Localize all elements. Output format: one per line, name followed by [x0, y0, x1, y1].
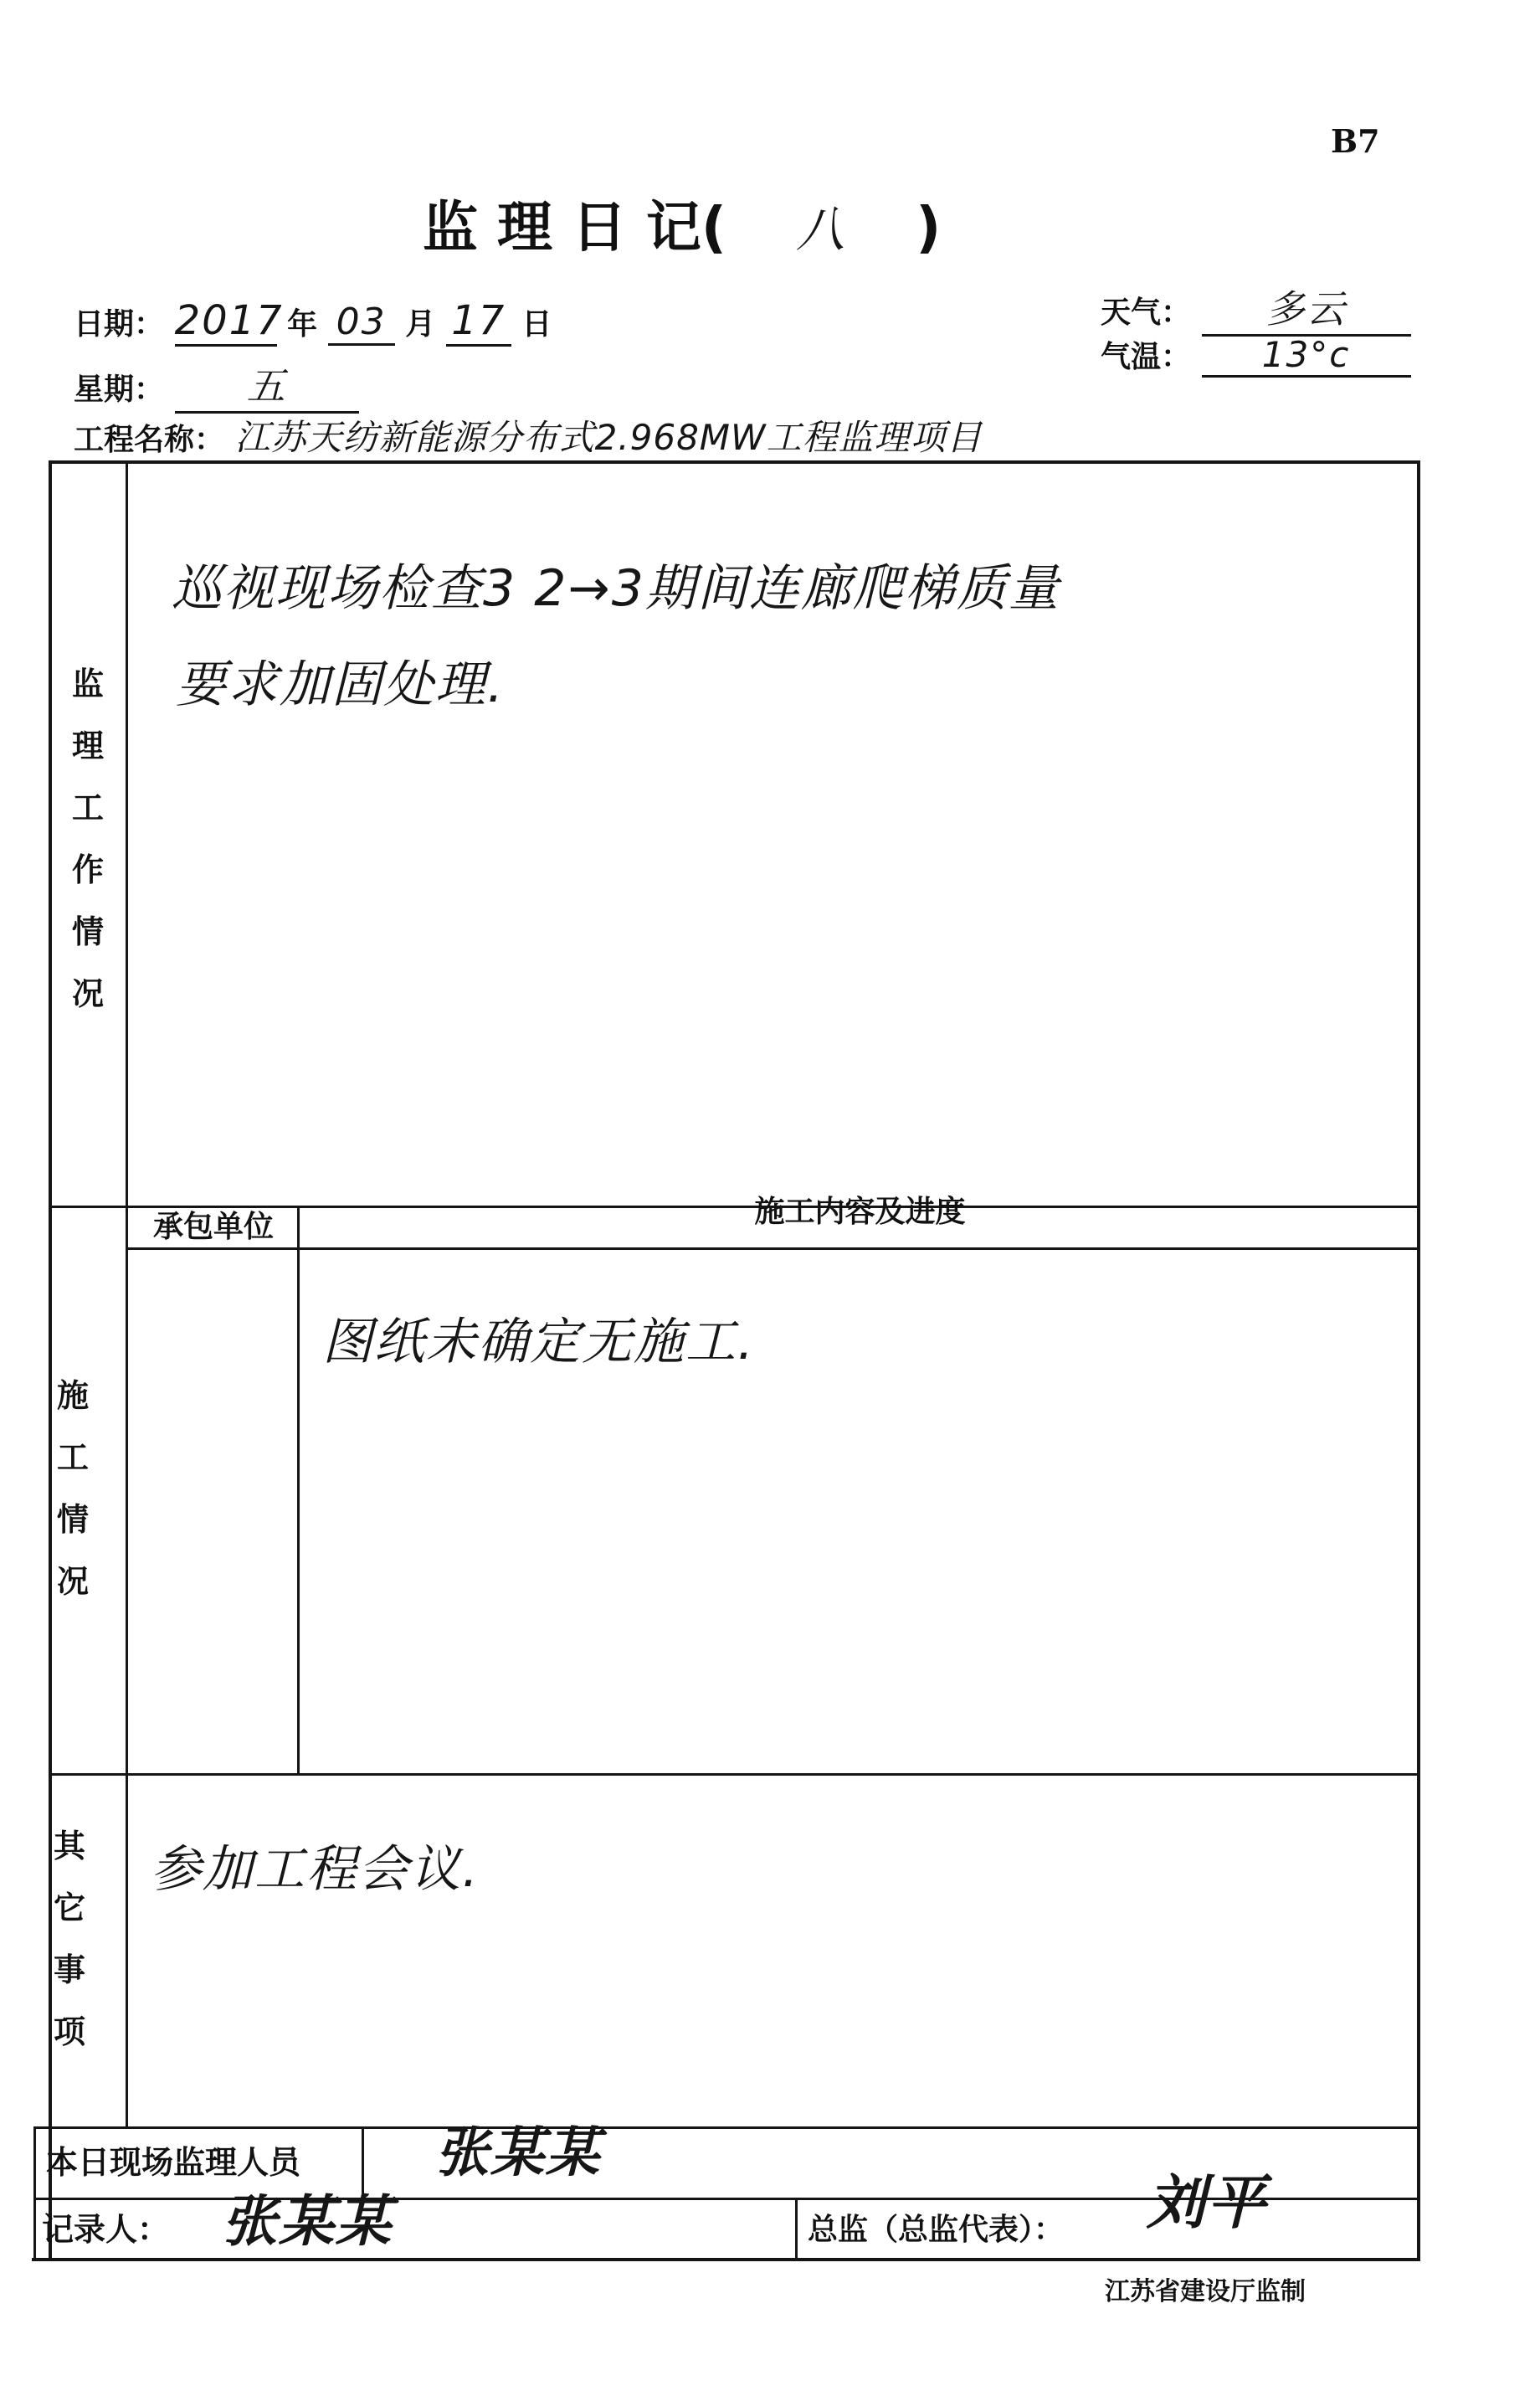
supervision-label-char: 理: [71, 727, 104, 764]
construction-label-char: 工: [56, 1438, 89, 1476]
day-unit: 日: [521, 306, 552, 342]
construction-content[interactable]: 图纸未确定无施工.: [322, 1313, 756, 1371]
form-border-right: [1417, 460, 1420, 2259]
divider-construction-header: [126, 1247, 1419, 1250]
temperature-label: 气温：: [1101, 339, 1192, 374]
supervision-label-char: 情: [71, 913, 104, 950]
label-column-divider: [126, 460, 128, 2126]
project-name[interactable]: 江苏天纺新能源分布式2.968MW工程监理项目: [234, 417, 983, 458]
date-row: [74, 297, 552, 347]
project-row: [74, 410, 983, 460]
divider-construction-bottom: [49, 1773, 1419, 1776]
weekday-label: 星期：: [74, 372, 165, 407]
month-unit: 月: [405, 306, 436, 342]
divider-other-bottom: [33, 2126, 1419, 2129]
date-day[interactable]: 17: [446, 297, 511, 347]
title-number: 八: [796, 201, 847, 258]
date-month[interactable]: 03: [328, 301, 395, 346]
weekday-value[interactable]: 五: [175, 356, 359, 414]
construction-label: [48, 1365, 98, 1612]
other-label-char: 其: [53, 1827, 85, 1864]
date-year[interactable]: 2017: [175, 297, 277, 347]
title-main: 监 理 日 记(: [423, 195, 727, 260]
project-label: 工程名称：: [74, 422, 225, 457]
supervision-label-char: 作: [71, 851, 104, 888]
construction-content-header: 施工内容及进度: [754, 1194, 966, 1229]
construction-label-char: 施: [56, 1376, 89, 1414]
other-matters-label: [44, 1815, 95, 2063]
weather-label: 天气：: [1101, 295, 1192, 330]
footer-left-border: [33, 2126, 36, 2260]
temperature-value[interactable]: 13°c: [1202, 334, 1411, 378]
issuer-text: 江苏省建设厅监制: [1105, 2277, 1306, 2306]
year-unit: 年: [287, 306, 318, 342]
other-matters-content[interactable]: 参加工程会议.: [151, 1840, 480, 1899]
weekday-row: [74, 356, 359, 414]
construction-label-char: 情: [56, 1500, 89, 1538]
supervision-work-label: [63, 653, 113, 1025]
contractor-column-divider: [297, 1206, 300, 1775]
form-code: B7: [1331, 122, 1380, 160]
date-label: 日期：: [74, 306, 165, 342]
weather-row: [1101, 279, 1411, 337]
other-label-char: 项: [53, 2013, 85, 2050]
staff-label: 本日现场监理人员: [46, 2143, 301, 2181]
weather-value[interactable]: 多云: [1202, 279, 1411, 337]
contractor-header: 承包单位: [152, 1209, 274, 1244]
title-close: ): [916, 195, 942, 260]
supervision-content-line-2[interactable]: 要求加固处理.: [176, 656, 506, 714]
other-label-char: 它: [53, 1889, 85, 1926]
temperature-row: [1101, 333, 1411, 378]
chief-label-divider: [795, 2198, 798, 2260]
form-border-bottom: [32, 2258, 1420, 2261]
form-border-top: [49, 460, 1419, 464]
chief-label: 总监（总监代表）：: [808, 2212, 1065, 2247]
page-title: [423, 183, 941, 262]
supervision-label-char: 工: [71, 789, 104, 826]
staff-signature[interactable]: 张某某: [435, 2122, 601, 2184]
supervision-label-char: 监: [71, 665, 104, 702]
chief-signature[interactable]: 刘平: [1147, 2168, 1267, 2237]
recorder-label: 记录人：: [42, 2210, 170, 2248]
supervision-content-line-1[interactable]: 巡视现场检查3 2→3期间连廊爬梯质量: [172, 559, 1060, 618]
other-label-char: 事: [53, 1951, 85, 1988]
recorder-signature[interactable]: 张某某: [222, 2189, 393, 2254]
construction-label-char: 况: [56, 1562, 89, 1600]
supervision-label-char: 况: [71, 974, 104, 1012]
